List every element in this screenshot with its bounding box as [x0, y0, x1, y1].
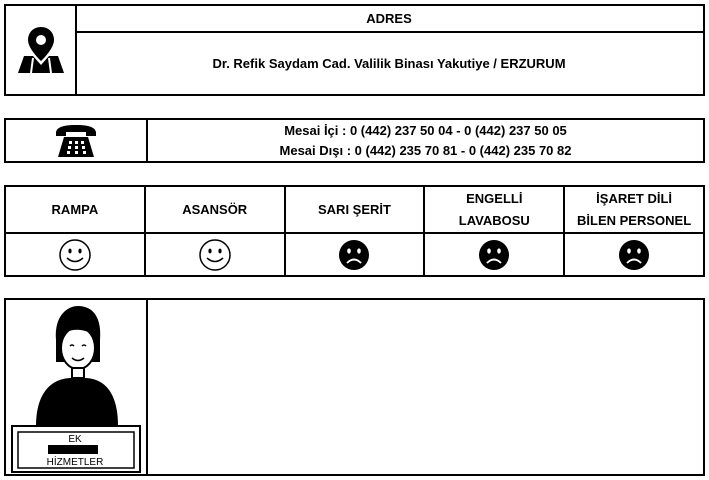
phone-numbers	[148, 120, 703, 161]
address-text: Dr. Refik Saydam Cad. Valilik Binası Yakutiye / ERZURUM	[212, 56, 566, 71]
map-pin-icon	[6, 6, 77, 94]
accessibility-status-row	[6, 234, 703, 275]
accessibility-header-row	[6, 187, 703, 234]
accessibility-table	[4, 185, 705, 277]
telephone-icon	[6, 120, 148, 161]
header-yellow-strip: SARI ŞERİT	[286, 187, 426, 232]
extra-services-panel	[4, 298, 705, 476]
extra-services-content	[148, 300, 703, 474]
header-sign-language-staff: İŞARET DİLİ BİLEN PERSONEL	[577, 190, 692, 228]
sad-face-icon	[425, 234, 565, 275]
svg-text:EK: EK	[68, 434, 82, 445]
happy-face-icon	[146, 234, 286, 275]
header-elevator: ASANSÖR	[146, 187, 286, 232]
staff-person-icon	[6, 300, 148, 474]
happy-face-icon	[6, 234, 146, 275]
svg-text:HİZMETLER: HİZMETLER	[46, 457, 104, 468]
phone-panel	[4, 118, 705, 163]
sad-face-icon	[565, 234, 703, 275]
header-disabled-toilet: ENGELLİ LAVABOSU	[425, 187, 565, 232]
address-title: ADRES	[75, 6, 703, 33]
sad-face-icon	[286, 234, 426, 275]
phone-after-hours: Mesai Dışı : 0 (442) 235 70 81 - 0 (442) 235 70 82	[279, 142, 572, 158]
phone-office-hours: Mesai İçi : 0 (442) 237 50 04 - 0 (442) 237 50 05	[284, 122, 567, 138]
header-ramp: RAMPA	[6, 187, 146, 232]
address-panel	[4, 4, 705, 96]
